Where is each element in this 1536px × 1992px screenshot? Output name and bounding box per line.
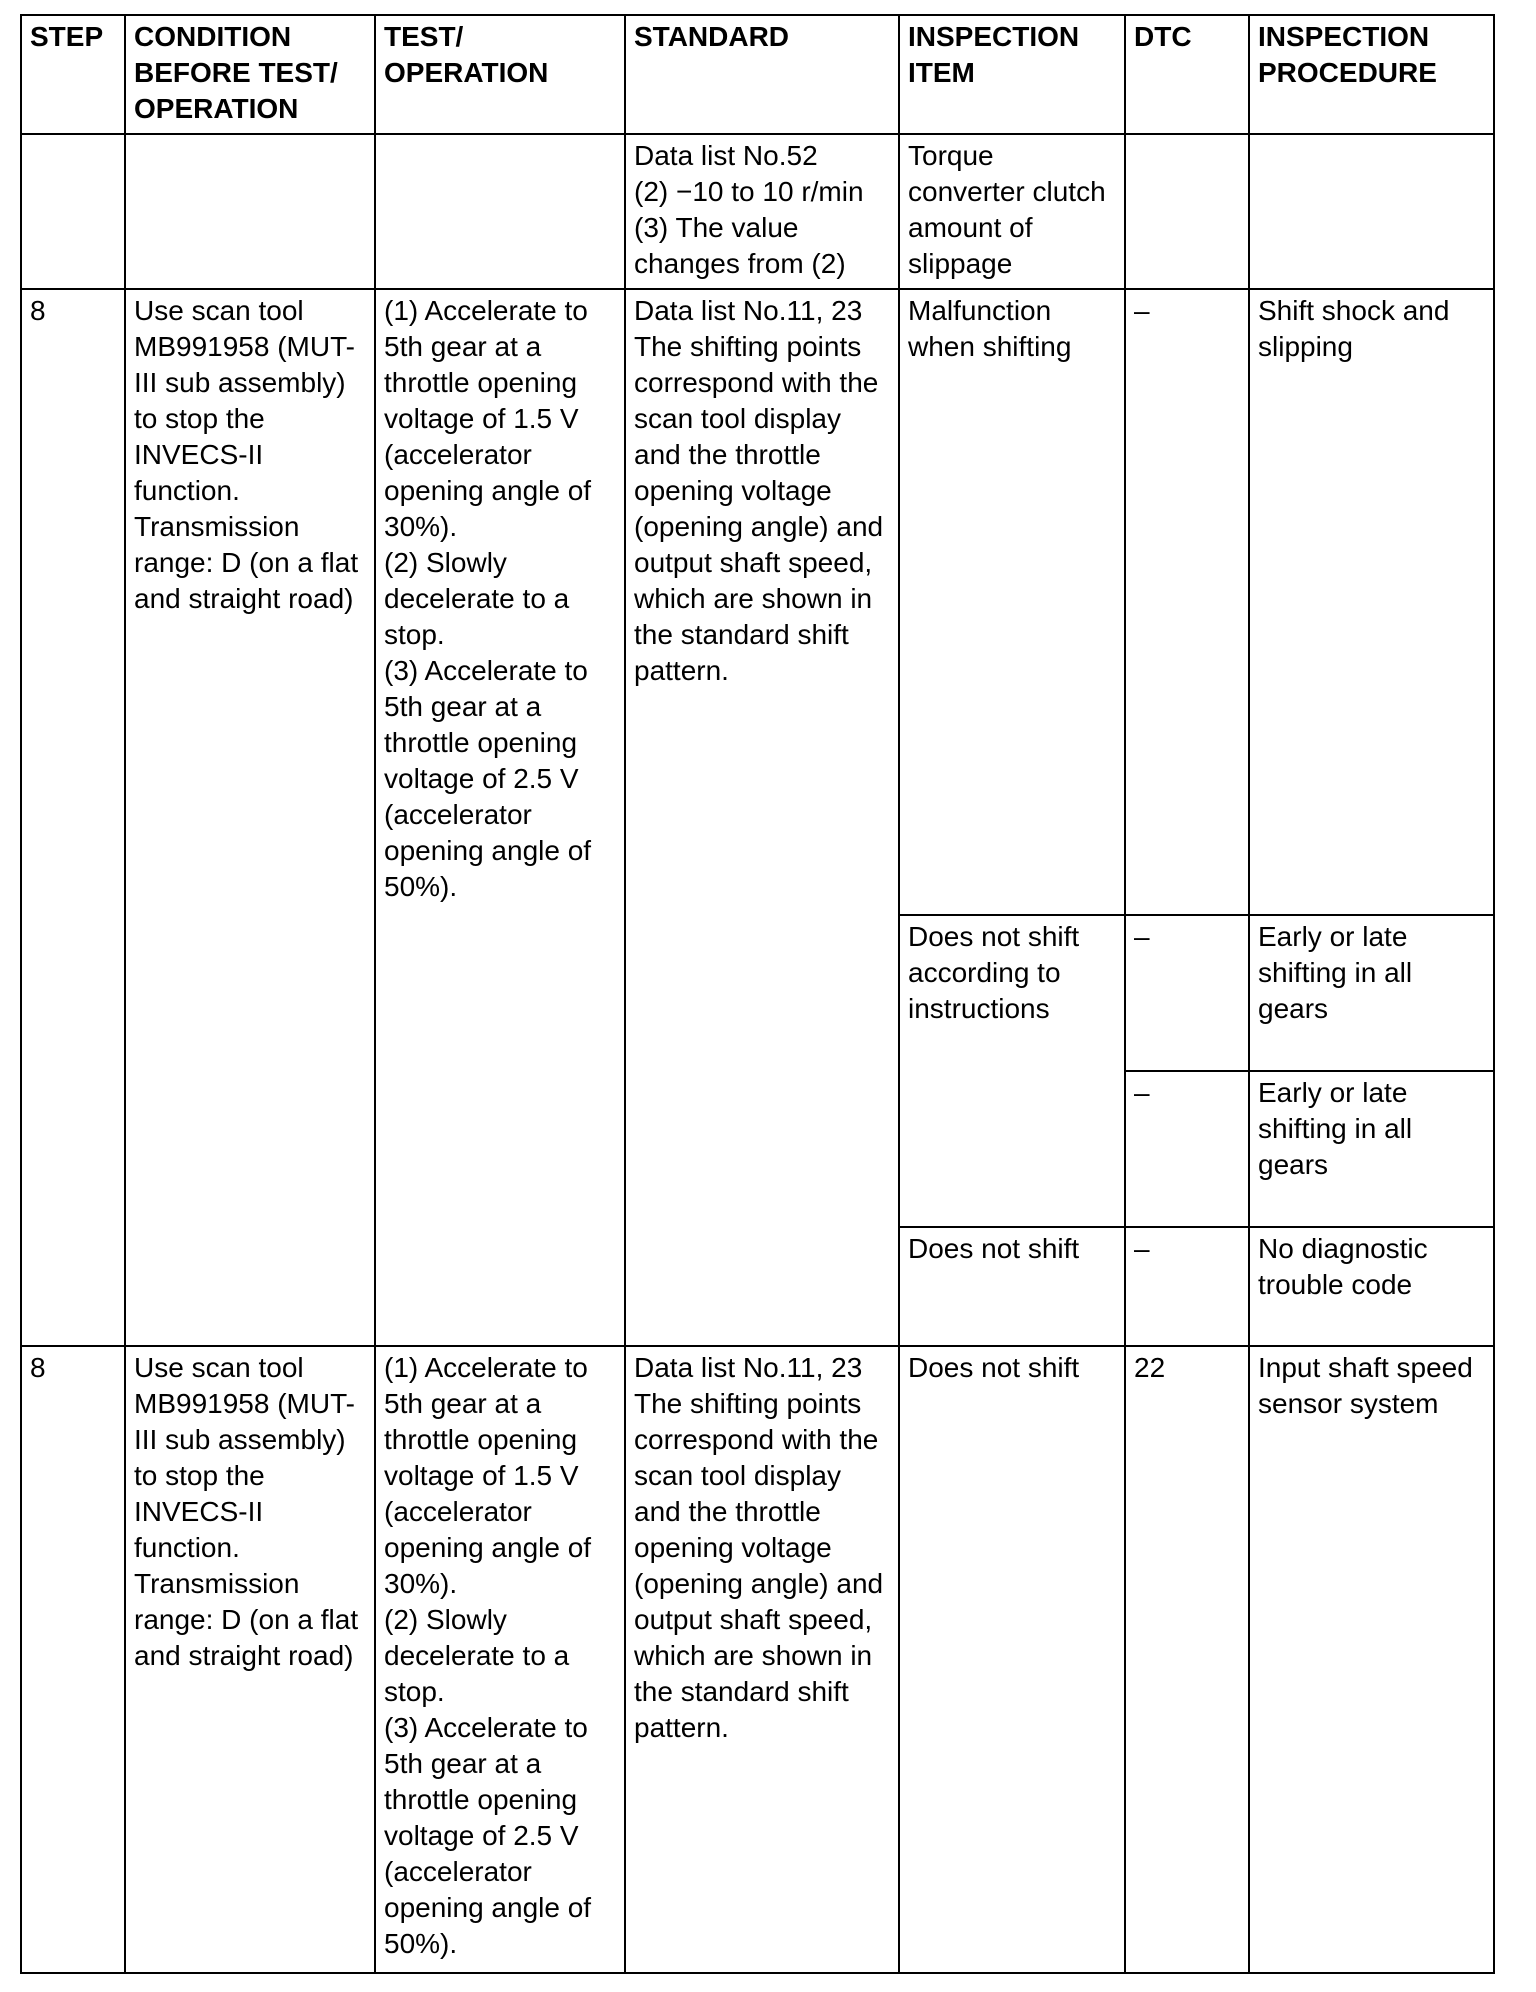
- cell-inspection-item: Does not shift: [899, 1346, 1125, 1973]
- cell-inspection-procedure: Input shaft speed sensor system: [1249, 1346, 1494, 1973]
- cell-inspection-procedure: Early or late shifting in all gears: [1249, 1071, 1494, 1227]
- cell-inspection-item: Torque converter clutch amount of slippage: [899, 134, 1125, 289]
- cell-dtc: [1125, 134, 1249, 289]
- header-step: STEP: [21, 15, 125, 134]
- header-row: [21, 15, 1494, 134]
- cell-inspection-item: Does not shift according to instructions: [899, 915, 1125, 1227]
- cell-step: 8: [21, 289, 125, 1346]
- cell-condition: [125, 134, 375, 289]
- cell-inspection-procedure: Shift shock and slipping: [1249, 289, 1494, 915]
- cell-condition: Use scan tool MB991958 (MUT-III sub assembly) to stop the INVECS-II function. Transmission range: D (on a flat and straight road): [125, 289, 375, 1346]
- cell-inspection-item: Malfunction when shifting: [899, 289, 1125, 915]
- cell-inspection-procedure: No diagnostic trouble code: [1249, 1227, 1494, 1346]
- cell-step: 8: [21, 1346, 125, 1973]
- cell-dtc: –: [1125, 1227, 1249, 1346]
- cell-dtc: 22: [1125, 1346, 1249, 1973]
- inspection-table: [20, 14, 1495, 1974]
- cell-test: [375, 134, 625, 289]
- cell-standard: Data list No.11, 23 The shifting points correspond with the scan tool display and the throttle opening voltage (opening angle) and output shaft speed, which are shown in the standard shift pattern.: [625, 1346, 899, 1973]
- header-condition: CONDITION BEFORE TEST/ OPERATION: [125, 15, 375, 134]
- table-row: [21, 1346, 1494, 1973]
- header-test: TEST/ OPERATION: [375, 15, 625, 134]
- table-row: [21, 134, 1494, 289]
- cell-standard: Data list No.11, 23 The shifting points correspond with the scan tool display and the throttle opening voltage (opening angle) and output shaft speed, which are shown in the standard shift pattern.: [625, 289, 899, 1346]
- header-standard: STANDARD: [625, 15, 899, 134]
- cell-test: (1) Accelerate to 5th gear at a throttle opening voltage of 1.5 V (accelerator opening angle of 30%). (2) Slowly decelerate to a stop. (3) Accelerate to 5th gear at a throttle opening voltage of 2.5 V (accelerator opening angle of 50%).: [375, 1346, 625, 1973]
- cell-inspection-item: Does not shift: [899, 1227, 1125, 1346]
- table-row: [21, 289, 1494, 915]
- header-inspection-item: INSPECTION ITEM: [899, 15, 1125, 134]
- cell-inspection-procedure: [1249, 134, 1494, 289]
- cell-dtc: –: [1125, 289, 1249, 915]
- cell-inspection-procedure: Early or late shifting in all gears: [1249, 915, 1494, 1071]
- cell-test: (1) Accelerate to 5th gear at a throttle opening voltage of 1.5 V (accelerator opening angle of 30%). (2) Slowly decelerate to a stop. (3) Accelerate to 5th gear at a throttle opening voltage of 2.5 V (accelerator opening angle of 50%).: [375, 289, 625, 1346]
- cell-standard: Data list No.52 (2) −10 to 10 r/min (3) The value changes from (2): [625, 134, 899, 289]
- header-inspection-procedure: INSPECTION PROCEDURE: [1249, 15, 1494, 134]
- cell-dtc: –: [1125, 915, 1249, 1071]
- cell-step: [21, 134, 125, 289]
- header-dtc: DTC: [1125, 15, 1249, 134]
- cell-dtc: –: [1125, 1071, 1249, 1227]
- cell-condition: Use scan tool MB991958 (MUT-III sub assembly) to stop the INVECS-II function. Transmission range: D (on a flat and straight road): [125, 1346, 375, 1973]
